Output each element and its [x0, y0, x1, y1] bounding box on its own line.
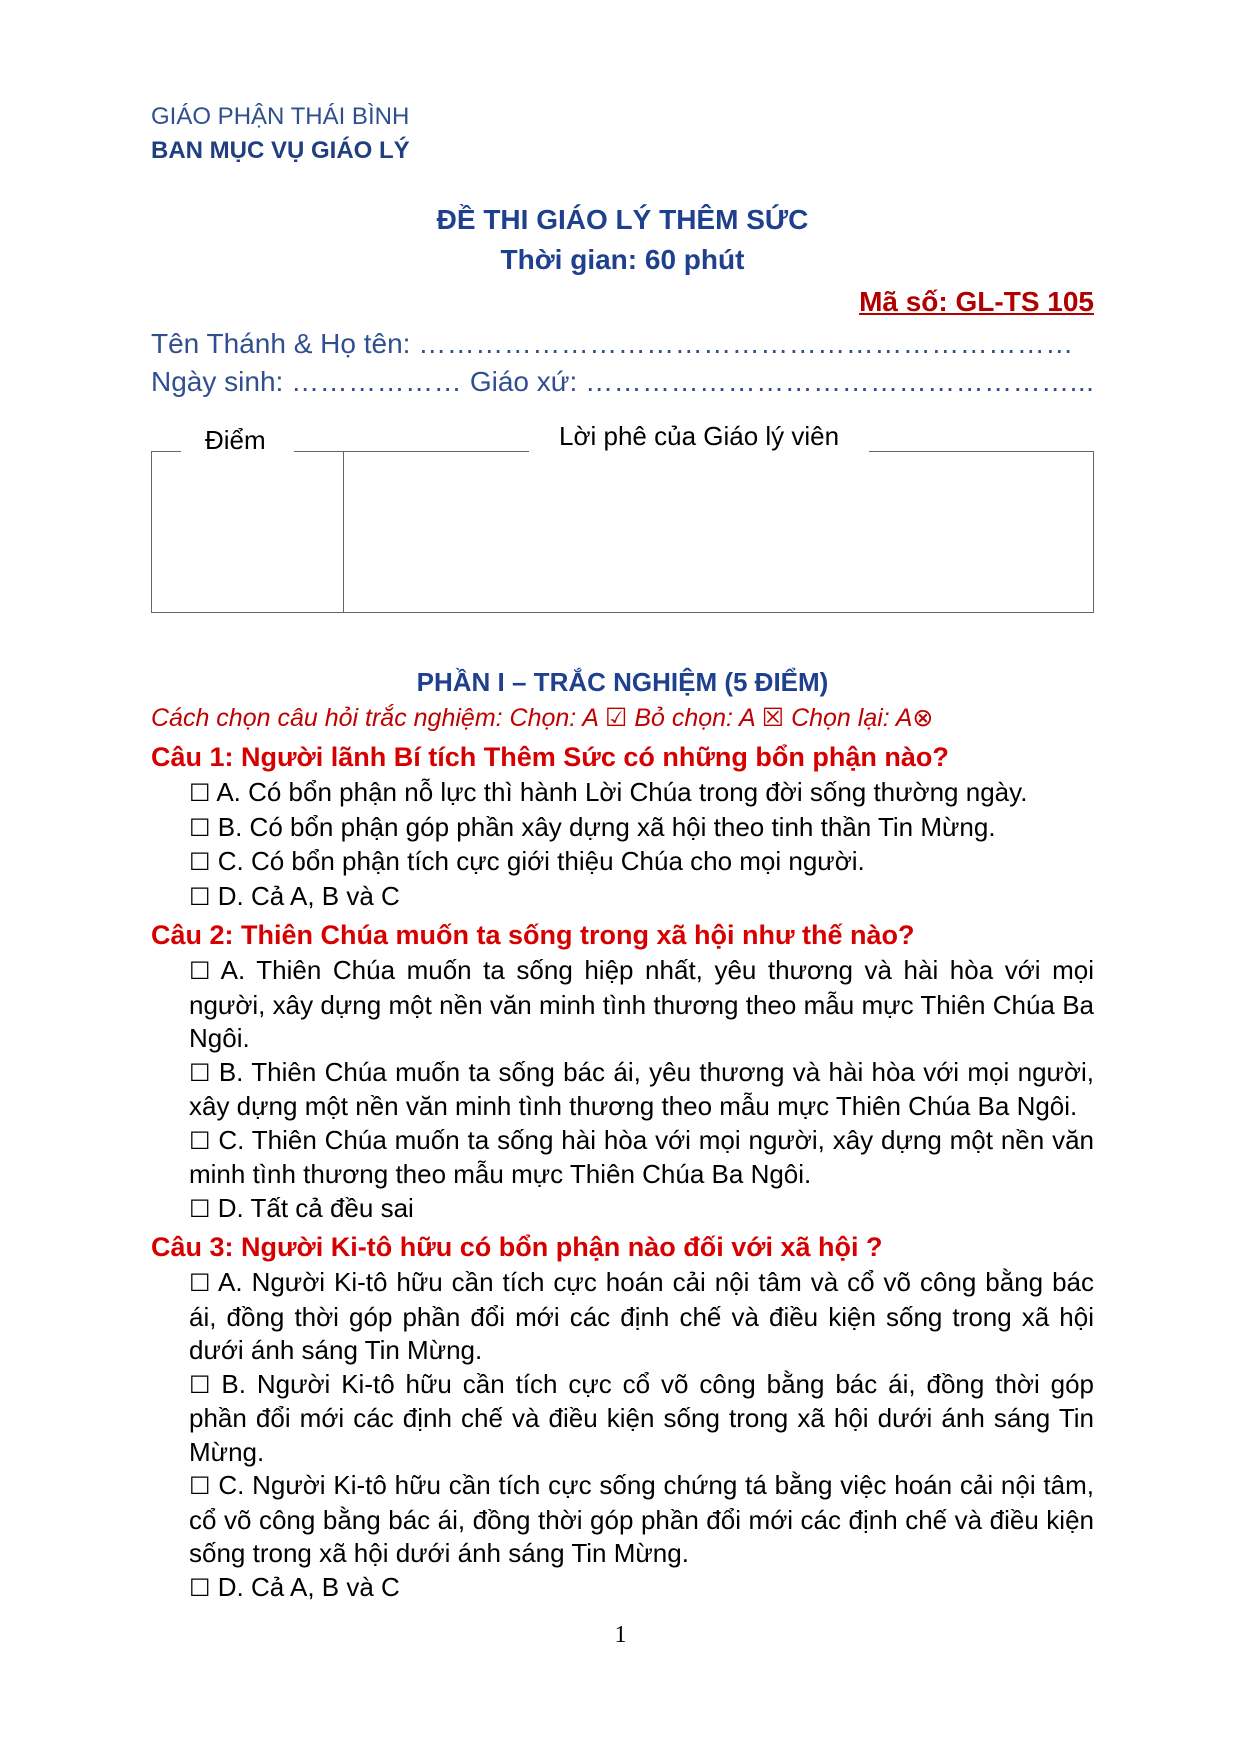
question-list — [151, 738, 1094, 1605]
checkbox-icon[interactable]: ☐ — [189, 1370, 211, 1399]
answer-option[interactable] — [189, 1056, 1094, 1124]
answer-option[interactable] — [189, 1124, 1094, 1192]
page-number: 1 — [614, 1622, 627, 1648]
department-name: BAN MỤC VỤ GIÁO LÝ — [151, 137, 410, 164]
answer-option-text: C. Người Ki-tô hữu cần tích cực sống chứng tá bằng việc hoán cải nội tâm, cổ võ công bằng bác ái, đồng thời góp phần đổi mới các định chế và điều kiện sống trong xã hội dưới ánh sáng Tin Mừng. — [189, 1470, 1094, 1568]
grade-box-divider — [343, 451, 344, 613]
answer-option-text: A. Người Ki-tô hữu cần tích cực hoán cải nội tâm và cổ võ công bằng bác ái, đồng thời góp phần đổi mới các định chế và điều kiện sống trong xã hội dưới ánh sáng Tin Mừng. — [189, 1267, 1095, 1365]
answer-option[interactable] — [189, 880, 1094, 915]
answer-option-text: A. Có bổn phận nỗ lực thì hành Lời Chúa trong đời sống thường ngày. — [216, 777, 1028, 807]
name-field — [151, 325, 1094, 363]
exam-title: ĐỀ THI GIÁO LÝ THÊM SỨC — [436, 204, 809, 235]
answer-option-text: D. Cả A, B và C — [217, 880, 400, 911]
checkbox-icon[interactable]: ☐ — [189, 882, 211, 911]
checkbox-icon[interactable]: ☐ — [189, 813, 211, 842]
answer-instructions: Cách chọn câu hỏi trắc nghiệm: Chọn: A ☑ Bỏ chọn: A ☒ Chọn lại: A⊗ — [151, 704, 934, 732]
answer-option[interactable] — [189, 845, 1094, 880]
name-blank[interactable]: …………………………………………………………… — [418, 328, 1074, 359]
answer-option-text: B. Thiên Chúa muốn ta sống bác ái, yêu thương và hài hòa với mọi người, xây dựng một nền văn minh tình thương theo mẫu mực Thiên Chúa Ba Ngôi. — [189, 1056, 1094, 1121]
checkbox-icon[interactable]: ☐ — [189, 1269, 211, 1297]
answer-option[interactable] — [189, 1469, 1094, 1571]
answer-option-text: C. Có bổn phận tích cực giới thiệu Chúa cho mọi người. — [217, 846, 865, 876]
checkbox-icon[interactable]: ☐ — [189, 1194, 211, 1223]
dob-blank[interactable]: ……………… — [291, 366, 463, 397]
score-label: Điểm — [181, 425, 294, 456]
question-title: Câu 1: Người lãnh Bí tích Thêm Sức có những bổn phận nào? — [151, 742, 949, 772]
comment-label: Lời phê của Giáo lý viên — [529, 421, 869, 452]
answer-option-text: C. Thiên Chúa muốn ta sống hài hòa với mọi người, xây dựng một nền văn minh tình thương theo mẫu mực Thiên Chúa Ba Ngôi. — [189, 1124, 1094, 1189]
checkbox-icon[interactable]: ☐ — [189, 848, 211, 876]
dob-label: Ngày sinh: — [151, 366, 284, 397]
section-title: PHẦN I – TRẮC NGHIỆM (5 ĐIỂM) — [416, 667, 829, 697]
answer-option[interactable] — [189, 1571, 1094, 1606]
exam-code: Mã số: GL-TS 105 — [859, 286, 1094, 317]
answer-option[interactable] — [189, 1368, 1094, 1470]
diocese-name: GIÁO PHẬN THÁI BÌNH — [151, 103, 410, 130]
grade-box — [151, 419, 1094, 624]
parish-label: Giáo xứ: — [469, 366, 578, 397]
answer-option[interactable] — [189, 776, 1094, 811]
answer-option-text: B. Có bổn phận góp phần xây dựng xã hội theo tinh thần Tin Mừng. — [217, 811, 996, 842]
grade-box-frame — [151, 451, 1094, 613]
answer-option-text: D. Cả A, B và C — [217, 1571, 400, 1602]
exam-duration: Thời gian: 60 phút — [500, 244, 745, 275]
checkbox-icon[interactable]: ☐ — [189, 1058, 211, 1087]
checkbox-icon[interactable]: ☐ — [189, 957, 211, 985]
answer-option-text: D. Tất cả đều sai — [217, 1192, 414, 1223]
name-label: Tên Thánh & Họ tên: — [151, 328, 411, 359]
checkbox-icon[interactable]: ☐ — [189, 1126, 211, 1155]
answer-option-text: A. Thiên Chúa muốn ta sống hiệp nhất, yêu thương và hài hòa với mọi người, xây dựng một nền văn minh tình thương theo mẫu mực Thiên Chúa Ba Ngôi. — [189, 955, 1094, 1053]
checkbox-icon[interactable]: ☐ — [189, 1573, 211, 1602]
question-title: Câu 3: Người Ki-tô hữu có bổn phận nào đối với xã hội ? — [151, 1232, 883, 1262]
checkbox-icon[interactable]: ☐ — [189, 1472, 211, 1500]
answer-option[interactable] — [189, 954, 1094, 1056]
dob-parish-field — [151, 363, 1094, 401]
exam-page — [151, 100, 1094, 1605]
answer-option-text: B. Người Ki-tô hữu cần tích cực cổ võ công bằng bác ái, đồng thời góp phần đổi mới các định chế và điều kiện sống trong xã hội dưới ánh sáng Tin Mừng. — [189, 1368, 1094, 1467]
question-title: Câu 2: Thiên Chúa muốn ta sống trong xã hội như thế nào? — [151, 920, 915, 950]
answer-option[interactable] — [189, 1266, 1094, 1368]
answer-option[interactable] — [189, 811, 1094, 846]
checkbox-icon[interactable]: ☐ — [189, 779, 211, 807]
answer-option[interactable] — [189, 1192, 1094, 1227]
parish-blank[interactable]: ……………………………………………... — [585, 366, 1094, 397]
